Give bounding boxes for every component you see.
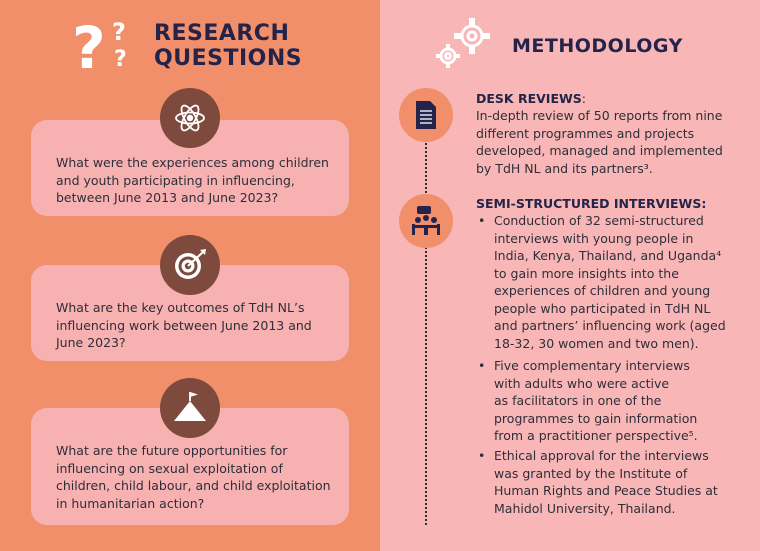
- bullet-line: Mahidol University, Thailand.: [494, 500, 676, 516]
- bullet-text: [494, 357, 698, 445]
- question-text-1: What were the experiences among children and youth participating in influencing, between June 2013 and June 2023?: [56, 155, 329, 205]
- bullet-line: Five complementary interviews: [494, 358, 690, 373]
- bullet-dot: •: [478, 358, 486, 373]
- bullet-line: from a practitioner perspective⁵.: [494, 428, 698, 443]
- title-line-2: QUESTIONS: [154, 46, 303, 71]
- question-marks-icon: [72, 14, 136, 72]
- methodology-title: METHODOLOGY: [512, 35, 683, 57]
- desk-line: by TdH NL and its partners³.: [476, 160, 653, 176]
- meeting-icon: [399, 194, 453, 248]
- bullet-text: [494, 447, 718, 517]
- desk-reviews-text: [476, 107, 723, 177]
- atom-icon: [160, 88, 220, 148]
- desk-reviews-heading: [476, 91, 586, 106]
- bullet-text: [494, 212, 726, 352]
- desk-reviews-colon: :: [581, 91, 586, 106]
- bullet-dot: •: [478, 213, 486, 228]
- desk-line: different programmes and projects: [476, 125, 695, 141]
- interviews-heading: SEMI-STRUCTURED INTERVIEWS:: [476, 196, 707, 211]
- bullet-line: India, Kenya, Thailand, and Uganda⁴: [494, 248, 722, 263]
- title-line-1: RESEARCH: [154, 21, 290, 46]
- bullet-line: Human Rights and Peace Studies at: [494, 483, 718, 498]
- bullet-line: people who participated in TdH NL: [494, 300, 711, 316]
- bullet-line: Conduction of 32 semi-structured: [494, 213, 704, 228]
- bullet-line: was granted by the Institute of: [494, 465, 688, 481]
- svg-text:?: ?: [112, 18, 126, 46]
- bullet-line: with adults who were active: [494, 375, 670, 391]
- document-icon: [399, 88, 453, 142]
- question-text-2: What are the key outcomes of TdH NL’s influencing work between June 2013 and June 2023?: [56, 300, 312, 350]
- bullet-line: programmes to gain information: [494, 410, 698, 426]
- bullet-dot: •: [478, 448, 486, 463]
- bullet-line: Ethical approval for the interviews: [494, 448, 709, 463]
- mountain-flag-icon: [160, 378, 220, 438]
- desk-line: In-depth review of 50 reports from nine: [476, 108, 723, 123]
- bullet-line: interviews with young people in: [494, 230, 694, 246]
- bullet-line: to gain more insights into the: [494, 265, 679, 281]
- research-questions-title: [154, 21, 302, 71]
- interview-bullet-1: [478, 212, 726, 352]
- svg-text:?: ?: [114, 47, 127, 72]
- gears-icon: [434, 14, 498, 72]
- desk-reviews-heading-text: DESK REVIEWS: [476, 91, 582, 106]
- svg-text:?: ?: [72, 14, 106, 72]
- bullet-line: and partners’ influencing work (aged: [494, 318, 726, 333]
- target-icon: [160, 235, 220, 295]
- bullet-line: experiences of children and young: [494, 283, 711, 298]
- question-text-3: What are the future opportunities for influencing on sexual exploitation of children, child labour, and child exploitation in humanitarian action?: [56, 443, 331, 511]
- bullet-line: 18-32, 30 women and two men).: [494, 335, 699, 351]
- interview-bullet-2: [478, 357, 698, 445]
- bullet-line: as facilitators in one of the: [494, 393, 662, 408]
- desk-line: developed, managed and implemented: [476, 143, 723, 158]
- interview-bullet-3: [478, 447, 718, 517]
